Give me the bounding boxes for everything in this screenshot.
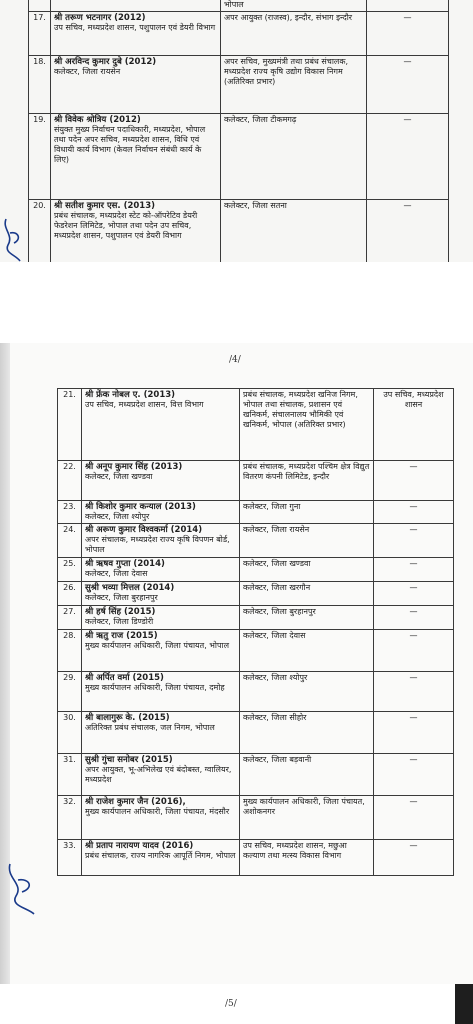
officer-name: श्री विवेक श्रोत्रिय (2012)	[54, 115, 141, 125]
table-row	[58, 501, 454, 524]
current-designation: संयुक्त मुख्य निर्वाचन पदाधिकारी, मध्यप्रदेश, भोपाल तथा पदेन अपर सचिव, मध्यप्रदेश शासन, विधि एवं विधायी कार्य विभाग (केवल निर्वाचन संबंधी कार्य के लिए)	[54, 125, 206, 164]
remarks: —	[367, 56, 449, 114]
current-designation: प्रबंध संचालक, मध्यप्रदेश स्टेट को-ऑपरेटिव डेयरी फेडरेशन लिमिटेड, भोपाल तथा पदेन उप सचिव, मध्यप्रदेश शासन, पशुपालन एवं डेयरी विभाग	[54, 211, 198, 240]
officer-name: सुश्री गुंचा सनोबर (2015)	[85, 755, 173, 765]
officer-name: श्री किशोर कुमार कन्याल (2013)	[85, 502, 196, 512]
current-designation: कलेक्टर, जिला श्योपुर	[85, 512, 150, 521]
officer-name: श्री अरूण कुमार विश्वकर्मा (2014)	[85, 525, 203, 535]
new-posting: अपर सचिव, मुख्यमंत्री तथा प्रबंध संचालक, मध्यप्रदेश राज्य कृषि उद्योग विकास निगम (अतिरिक्त प्रभार)	[221, 56, 367, 114]
remarks: —	[374, 840, 454, 876]
officer-cell	[82, 606, 240, 630]
officer-cell	[82, 672, 240, 712]
new-posting: भोपाल	[221, 0, 367, 12]
serial-number: 23.	[58, 501, 82, 524]
remarks: —	[374, 461, 454, 501]
current-designation: कलेक्टर, जिला रायसेन	[54, 67, 121, 76]
officer-cell	[82, 558, 240, 582]
officer-name: श्री अरविन्द कुमार दुबे (2012)	[54, 57, 157, 67]
serial-number: 26.	[58, 582, 82, 606]
current-designation: अपर आयुक्त, भू-अभिलेख एवं बंदोबस्त, ग्वालियर, मध्यप्रदेश	[85, 765, 232, 784]
remarks: —	[374, 630, 454, 672]
serial-number: 29.	[58, 672, 82, 712]
transfer-table-top	[28, 0, 449, 262]
remarks: —	[374, 524, 454, 558]
current-designation: मुख्य कार्यपालन अधिकारी, जिला पंचायत, दमोह	[85, 683, 225, 692]
officer-name: श्री ऋतु राज (2015)	[85, 631, 158, 641]
table-row	[58, 712, 454, 754]
officer-cell	[82, 712, 240, 754]
remarks: —	[374, 712, 454, 754]
officer-cell	[82, 501, 240, 524]
table-row	[29, 200, 449, 263]
new-posting: कलेक्टर, जिला श्योपुर	[240, 672, 374, 712]
officer-name: श्री सतीश कुमार एस. (2013)	[54, 201, 156, 211]
signature-mark-bottom	[4, 858, 44, 918]
current-designation: कलेक्टर, जिला बुरहानपुर	[85, 593, 158, 602]
new-posting: कलेक्टर, जिला देवास	[240, 630, 374, 672]
serial-number: 33.	[58, 840, 82, 876]
page-number: /4/	[229, 355, 241, 365]
remarks: —	[374, 754, 454, 796]
table-row	[58, 461, 454, 501]
serial-number: 21.	[58, 389, 82, 461]
new-posting: कलेक्टर, जिला खरगौन	[240, 582, 374, 606]
table-row	[58, 672, 454, 712]
officer-name: श्री फ्रेंक नोबल ए. (2013)	[85, 390, 176, 400]
table-row	[58, 796, 454, 840]
new-posting: मुख्य कार्यपालन अधिकारी, जिला पंचायत, अशोकनगर	[240, 796, 374, 840]
officer-cell	[82, 840, 240, 876]
remarks: —	[374, 606, 454, 630]
transfer-table-bottom	[57, 388, 454, 876]
table-row	[29, 114, 449, 200]
table-row	[58, 630, 454, 672]
current-designation: कलेक्टर, जिला देवास	[85, 569, 148, 578]
remarks: —	[367, 200, 449, 263]
remarks: —	[374, 796, 454, 840]
officer-cell	[82, 582, 240, 606]
serial-number: 17.	[29, 12, 51, 56]
officer-cell	[82, 389, 240, 461]
new-posting: प्रबंध संचालक, मध्यप्रदेश पश्चिम क्षेत्र विद्युत वितरण कंपनी लिमिटेड, इन्दौर	[240, 461, 374, 501]
serial-number: 18.	[29, 56, 51, 114]
officer-name: श्री तरूण भटनागर (2012)	[54, 13, 146, 23]
officer-name: सुश्री भव्या मित्तल (2014)	[85, 583, 175, 593]
officer-cell	[51, 114, 221, 200]
page-corner-dark	[455, 984, 473, 1024]
new-posting: कलेक्टर, जिला टीकमगढ़	[221, 114, 367, 200]
table-row	[58, 840, 454, 876]
officer-name: श्री अर्पित वर्मा (2015)	[85, 673, 164, 683]
new-posting: कलेक्टर, जिला सीहोर	[240, 712, 374, 754]
table-row	[58, 389, 454, 461]
remarks: —	[374, 501, 454, 524]
serial-number: 31.	[58, 754, 82, 796]
new-posting: उप सचिव, मध्यप्रदेश शासन, मछुआ कल्याण तथा मत्स्य विकास विभाग	[240, 840, 374, 876]
officer-cell	[82, 524, 240, 558]
remarks: उप सचिव, मध्यप्रदेश शासन	[374, 389, 454, 461]
officer-cell	[82, 796, 240, 840]
officer-name: श्री अनूप कुमार सिंह (2013)	[85, 462, 183, 472]
officer-cell	[82, 461, 240, 501]
serial-number: 30.	[58, 712, 82, 754]
officer-name: श्री हर्ष सिंह (2015)	[85, 607, 156, 617]
new-posting: कलेक्टर, जिला बुरहानपुर	[240, 606, 374, 630]
serial-number: 32.	[58, 796, 82, 840]
signature-mark-top	[0, 215, 30, 262]
table-row	[58, 754, 454, 796]
table-row	[29, 56, 449, 114]
serial-number: 25.	[58, 558, 82, 582]
remarks	[367, 0, 449, 12]
new-posting: कलेक्टर, जिला गुना	[240, 501, 374, 524]
table-row	[58, 558, 454, 582]
remarks: —	[374, 672, 454, 712]
page-number-next: /5/	[225, 999, 237, 1009]
officer-name: श्री बालागुरू के. (2015)	[85, 713, 170, 723]
current-designation: अतिरिक्त प्रबंध संचालक, जल निगम, भोपाल	[85, 723, 215, 732]
table-row	[58, 582, 454, 606]
officer-cell	[51, 12, 221, 56]
officer-cell	[51, 0, 221, 12]
serial-number: 22.	[58, 461, 82, 501]
serial-number: 28.	[58, 630, 82, 672]
officer-cell	[82, 754, 240, 796]
officer-name: श्री राजेश कुमार जैन (2016),	[85, 797, 186, 807]
serial-number: 27.	[58, 606, 82, 630]
new-posting: अपर आयुक्त (राजस्व), इन्दौर, संभाग इन्दौर	[221, 12, 367, 56]
current-designation: कलेक्टर, जिला डिण्डोरी	[85, 617, 154, 626]
remarks: —	[367, 12, 449, 56]
table-row	[58, 524, 454, 558]
page-gap	[0, 262, 473, 343]
new-posting: कलेक्टर, जिला खण्डवा	[240, 558, 374, 582]
current-designation: प्रबंध संचालक, राज्य नागरिक आपूर्ति निगम, भोपाल	[85, 851, 236, 860]
serial-number	[29, 0, 51, 12]
current-designation: मुख्य कार्यपालन अधिकारी, जिला पंचायत, मंदसौर	[85, 807, 230, 816]
current-designation: अपर संचालक, मध्यप्रदेश राज्य कृषि विपणन बोर्ड, भोपाल	[85, 535, 230, 554]
current-designation: उप सचिव, मध्यप्रदेश शासन, पशुपालन एवं डेयरी विभाग	[54, 23, 216, 32]
serial-number: 20.	[29, 200, 51, 263]
document-page-top	[0, 0, 473, 262]
new-posting: कलेक्टर, जिला रायसेन	[240, 524, 374, 558]
officer-cell	[51, 56, 221, 114]
current-designation: कलेक्टर, जिला खण्डवा	[85, 472, 153, 481]
remarks: —	[367, 114, 449, 200]
table-row	[58, 606, 454, 630]
current-designation: मुख्य कार्यपालन अधिकारी, जिला पंचायत, भोपाल	[85, 641, 230, 650]
officer-cell	[82, 630, 240, 672]
officer-name: श्री प्रताप नारायण यादव (2016)	[85, 841, 194, 851]
new-posting: कलेक्टर, जिला सतना	[221, 200, 367, 263]
table-row	[29, 12, 449, 56]
new-posting: कलेक्टर, जिला बड़वानी	[240, 754, 374, 796]
new-posting: प्रबंध संचालक, मध्यप्रदेश खनिज निगम, भोपाल तथा संचालक, प्रशासन एवं खनिकर्म, संचालनालय भौमिकी एवं खनिकर्म, भोपाल (अतिरिक्त प्रभार)	[240, 389, 374, 461]
serial-number: 19.	[29, 114, 51, 200]
officer-name: श्री ऋषव गुप्ता (2014)	[85, 559, 165, 569]
table-row-carry	[29, 0, 449, 12]
remarks: —	[374, 582, 454, 606]
serial-number: 24.	[58, 524, 82, 558]
current-designation: उप सचिव, मध्यप्रदेश शासन, वित्त विभाग	[85, 400, 204, 409]
remarks: —	[374, 558, 454, 582]
officer-cell	[51, 200, 221, 263]
